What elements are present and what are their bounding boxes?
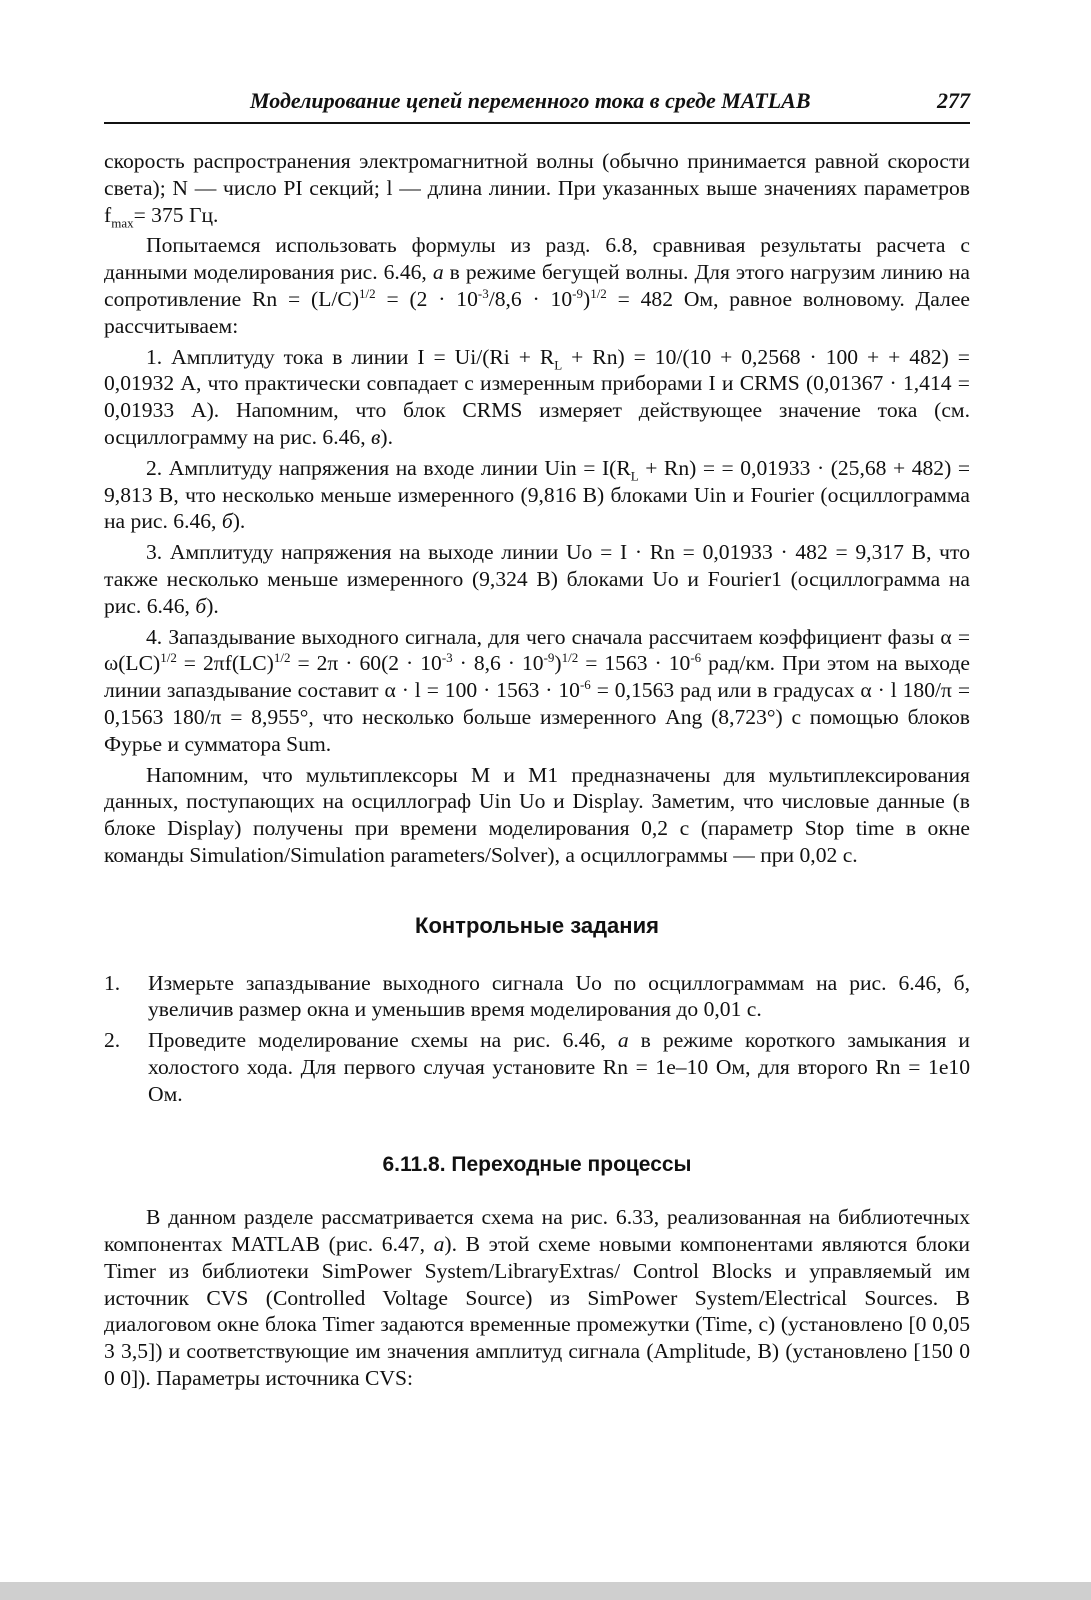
list-item-2: 2. Амплитуду напряжения на входе линии Uin = $I(R_L + Rn)$ = = 0,01933 · (25,68 + 482) = 9,813 В, что несколько меньше измеренного (9,816 В) блоками Uin и Fourier (осциллограмма на рис. 6.46, б). bbox=[104, 455, 970, 534]
running-header-title: Моделирование цепей переменного тока в среде MATLAB bbox=[250, 88, 811, 113]
task-text: Проведите моделирование схемы на рис. 6.46, а в режиме короткого замыкания и холостого хода. Для первого случая установите Rn = 1e–10 Ом, для второго Rn = 1e10 Ом. bbox=[148, 1028, 970, 1106]
section-heading-tasks: Контрольные задания bbox=[415, 912, 659, 938]
subsection-heading: 6.11.8. Переходные процессы bbox=[382, 1152, 692, 1176]
task-number: 1. bbox=[104, 970, 121, 995]
task-text: Измерьте запаздывание выходного сигнала Uo по осциллограммам на рис. 6.46, б, увеличив размер окна и уменьшив время моделирования до 0,01 с. bbox=[148, 970, 970, 1022]
task-item bbox=[104, 1027, 970, 1107]
scan-bottom-edge bbox=[0, 1582, 1091, 1600]
book-page bbox=[104, 88, 970, 1396]
page-number: 277 bbox=[937, 88, 970, 113]
paragraph-2: Попытаемся использовать формулы из разд. 6.8, сравнивая результаты расчета с данными моделирования рис. 6.46, а в режиме бегущей волны. Для этого нагрузим линию на сопротивление $Rn = (L/C)^{1/2} = (2 \cdot 10^{-3}/8,6 \cdot 10^{-9})^{1/2} = 482$ Ом, равное волновому. Далее рассчитываем: bbox=[104, 233, 970, 338]
paragraph-5: Напомним, что мультиплексоры M и M1 предназначены для мультиплексирования данных, поступающих на осциллограф Uin Uo и Display. Заметим, что числовые данные (в блоке Display) получены при времени моделирования 0,2 с (параметр Stop time в окне команды Simulation/Simulation parameters/Solver), а осциллограммы — при 0,02 с. bbox=[104, 762, 970, 867]
list-item-1: 1. Амплитуду тока в линии $I = Ui/(Ri + R_L + Rn) = 10/(10 + 0,2568 \cdot 100$ + + 482) = 0,01932 А, что практически совпадает с измеренным приборами I и CRMS (0,01367 · 1,414 = 0,01933 А). Напомним, что блок CRMS измеряет действующее значение тока (см. осциллограмму на рис. 6.46, в). bbox=[104, 344, 970, 449]
subsection-paragraph: В данном разделе рассматривается схема на рис. 6.33, реализованная на библиотечных компонентах MATLAB (рис. 6.47, а). В этой схеме новыми компонентами являются блоки Timer из библиотеки SimPower System/LibraryExtras/ Control Blocks и управляемый им источник CVS (Controlled Voltage Source) из SimPower System/Electrical Sources. В диалоговом окне блока Timer задаются временные промежутки (Time, с) (установлено [0 0,05 3 3,5]) и соответствующие им значения амплитуд сигнала (Amplitude, В) (установлено [150 0 0 0]). Параметры источника CVS: bbox=[104, 1205, 970, 1391]
task-item bbox=[104, 970, 970, 1024]
running-header bbox=[104, 88, 970, 124]
paragraph-1: скорость распространения электромагнитной волны (обычно принимается равной скорости света); N — число PI секций; l — длина линии. При указанных выше значениях параметров $f_{max}= 375$ Гц. bbox=[104, 149, 970, 230]
task-number: 2. bbox=[104, 1028, 121, 1053]
list-item-3: 3. Амплитуду напряжения на выходе линии Uo = I · Rn = 0,01933 · 482 = 9,317 В, что также несколько меньше измеренного (9,324 В) блоками Uo и Fourier1 (осциллограмма на рис. 6.46, б). bbox=[104, 540, 970, 618]
list-item-4: 4. Запаздывание выходного сигнала, для чего сначала рассчитаем коэффициент фазы $\alpha = \omega(LC)^{1/2} = 2\pi f(LC)^{1/2} = 2\pi \cdot 60(2 \cdot 10^{-3} \cdot 8,6 \cdot 10^{-9})^{1/2} = 1563 \cdot 10^{-6}$ рад/км. При этом на выходе линии запаздывание составит $\alpha \cdot l = 100 \cdot 1563 \cdot 10^{-6} = 0,1563$ рад или в градусах α · l 180/π = 0,1563 180/π = 8,955°, что несколько больше измеренного Ang (8,723°) с помощью блоков Фурье и сумматора Sum. bbox=[104, 624, 970, 756]
page-body bbox=[104, 148, 970, 1392]
